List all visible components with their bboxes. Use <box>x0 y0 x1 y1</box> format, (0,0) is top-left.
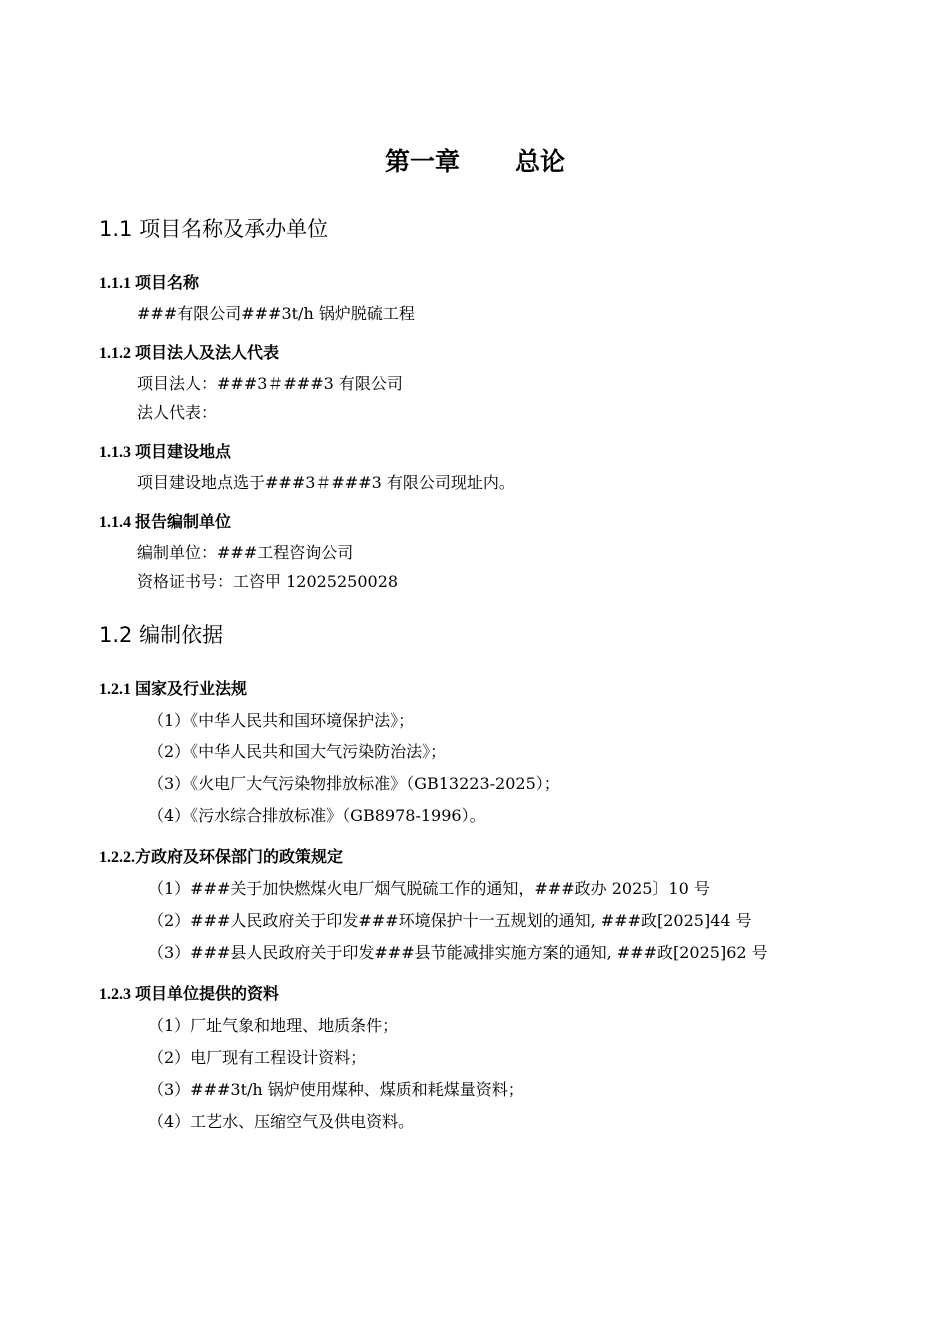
subsection-heading-1-2-3: 1.2.3 项目单位提供的资料 <box>99 986 280 1003</box>
section-heading-1-1: 1.1 项目名称及承办单位 <box>99 217 329 241</box>
section-heading-1-2: 1.2 编制依据 <box>99 623 224 647</box>
list-item: （3）###县人民政府关于印发###县节能减排实施方案的通知, ###政[2025]62 号 <box>148 943 768 962</box>
chapter-title <box>0 142 950 182</box>
subsection-heading-1-1-1: 1.1.1 项目名称 <box>99 275 200 292</box>
paragraph-line: 项目建设地点选于###3＃###3 有限公司现址内。 <box>137 473 515 492</box>
paragraph-line: 项目法人：###3＃###3 有限公司 <box>137 374 403 393</box>
subsection-heading-1-2-2: 1.2.2.方政府及环保部门的政策规定 <box>99 849 344 866</box>
paragraph-line: 法人代表： <box>137 403 218 422</box>
list-item: （4）工艺水、压缩空气及供电资料。 <box>148 1112 415 1131</box>
list-item: （3）###3t/h 锅炉使用煤种、煤质和耗煤量资料； <box>148 1080 524 1099</box>
subsection-heading-1-1-3: 1.1.3 项目建设地点 <box>99 444 232 461</box>
subsection-heading-1-2-1: 1.2.1 国家及行业法规 <box>99 681 248 698</box>
chapter-number: 第一章 <box>384 147 460 176</box>
list-item: （2）电厂现有工程设计资料； <box>148 1048 367 1067</box>
paragraph-line: ###有限公司###3t/h 锅炉脱硫工程 <box>137 304 415 323</box>
subsection-heading-1-1-2: 1.1.2 项目法人及法人代表 <box>99 345 280 362</box>
paragraph-line: 资格证书号：工咨甲 12025250028 <box>137 572 399 591</box>
list-item: （3）《火电厂大气污染物排放标准》（GB13223-2025）； <box>148 774 560 793</box>
subsection-heading-1-1-4: 1.1.4 报告编制单位 <box>99 514 232 531</box>
list-item: （2）###人民政府关于印发###环境保护十一五规划的通知, ###政[2025]44 号 <box>148 911 752 930</box>
chapter-name: 总论 <box>515 147 566 176</box>
list-item: （1）###关于加快燃煤火电厂烟气脱硫工作的通知，###政办 2025〕10 号 <box>148 879 710 898</box>
list-item: （2）《中华人民共和国大气污染防治法》； <box>148 742 447 761</box>
paragraph-line: 编制单位：###工程咨询公司 <box>137 543 354 562</box>
list-item: （4）《污水综合排放标准》（GB8978-1996）。 <box>148 806 486 825</box>
list-item: （1）《中华人民共和国环境保护法》； <box>148 711 415 730</box>
list-item: （1）厂址气象和地理、地质条件； <box>148 1016 399 1035</box>
